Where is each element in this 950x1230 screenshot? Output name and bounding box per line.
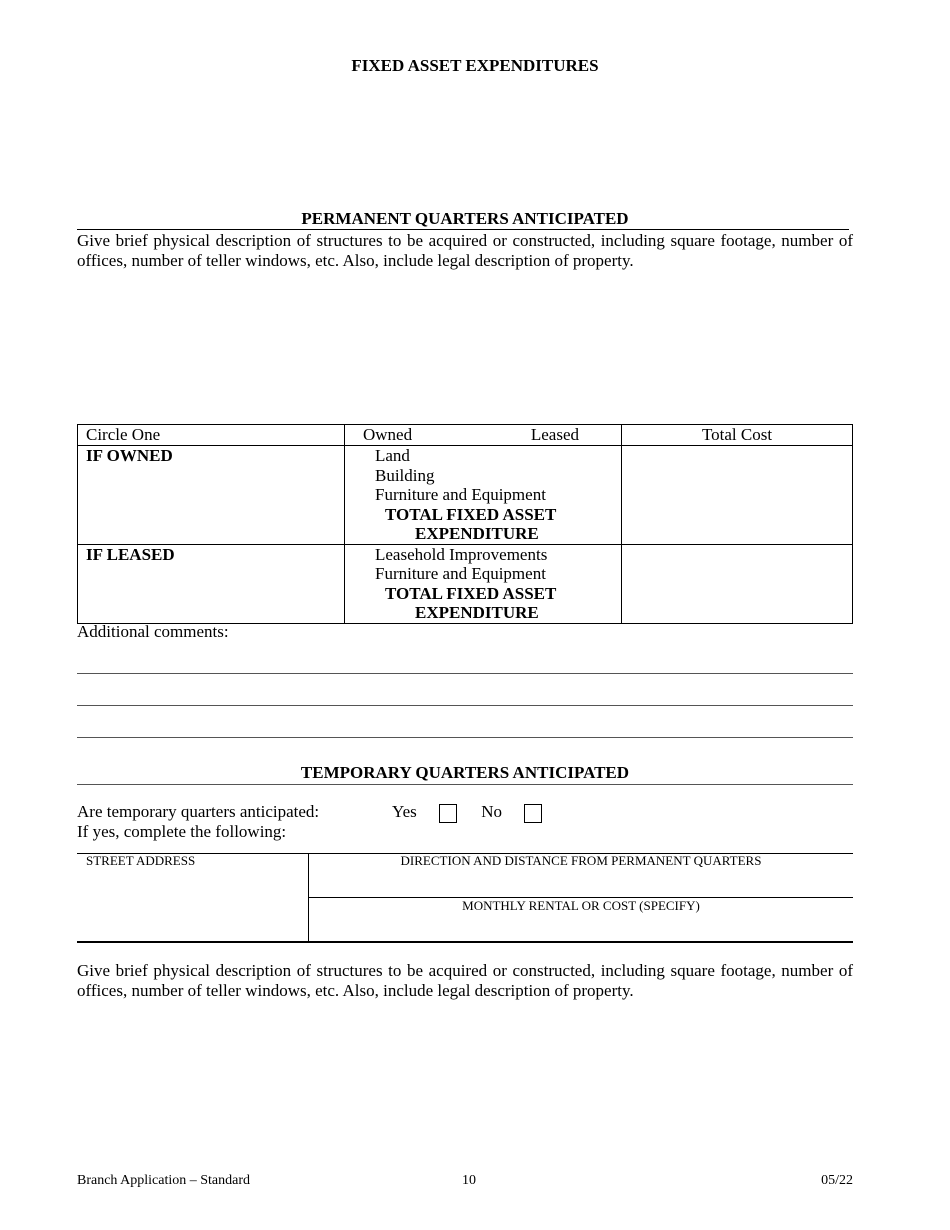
permanent-description-field[interactable] xyxy=(77,272,853,417)
yes-label: Yes xyxy=(392,802,417,821)
temporary-question xyxy=(77,802,319,842)
additional-comments-label: Additional comments: xyxy=(77,622,229,641)
temporary-instructions: Give brief physical description of structures to be acquired or constructed, including square footage, number of offices, number of teller windows, etc. Also, include legal description of property. xyxy=(77,961,853,1000)
item-furniture: Furniture and Equipment xyxy=(375,485,546,504)
divider xyxy=(77,941,853,943)
footer-left: Branch Application – Standard xyxy=(77,1173,251,1188)
item-leasehold: Leasehold Improvements xyxy=(375,544,548,564)
page-number: 10 xyxy=(462,1173,476,1188)
leased-cost-field[interactable] xyxy=(622,544,853,623)
yes-option xyxy=(392,802,542,823)
if-owned-label: IF OWNED xyxy=(78,446,345,545)
if-leased-items xyxy=(345,544,622,623)
divider xyxy=(77,229,849,230)
monthly-rental-label: MONTHLY RENTAL OR COST (SPECIFY) xyxy=(462,898,700,913)
question-text: Are temporary quarters anticipated: xyxy=(77,802,320,821)
direction-label: DIRECTION AND DISTANCE FROM PERMANENT QUARTERS xyxy=(400,853,762,868)
total-label: TOTAL FIXED ASSET xyxy=(385,504,557,524)
temporary-heading: TEMPORARY QUARTERS ANTICIPATED xyxy=(300,763,630,782)
comment-line[interactable] xyxy=(77,705,853,706)
no-checkbox[interactable] xyxy=(524,804,542,823)
comment-line[interactable] xyxy=(77,673,853,674)
total-label: TOTAL FIXED ASSET xyxy=(385,583,557,603)
divider xyxy=(77,784,853,785)
owned-option[interactable]: Owned xyxy=(363,425,413,444)
fixed-asset-table xyxy=(77,424,853,624)
leased-option[interactable]: Leased xyxy=(530,425,579,444)
yes-checkbox[interactable] xyxy=(439,804,457,823)
street-address-field[interactable] xyxy=(77,870,308,940)
item-furniture: Furniture and Equipment xyxy=(375,564,546,583)
no-label: No xyxy=(481,802,503,821)
total-label-2: EXPENDITURE xyxy=(415,524,539,543)
page-title: FIXED ASSET EXPENDITURES xyxy=(351,56,599,75)
permanent-instructions: Give brief physical description of structures to be acquired or constructed, including square footage, number of offices, number of teller windows, etc. Also, include legal description of property. xyxy=(77,231,853,270)
permanent-heading: PERMANENT QUARTERS ANTICIPATED xyxy=(301,209,629,228)
street-address-label: STREET ADDRESS xyxy=(86,853,196,868)
item-land: Land xyxy=(375,446,410,465)
total-label-2: EXPENDITURE xyxy=(415,603,539,622)
ownership-choice xyxy=(345,425,622,446)
owned-cost-field[interactable] xyxy=(622,446,853,545)
if-owned-items xyxy=(345,446,622,545)
followup-text: If yes, complete the following: xyxy=(77,822,287,841)
if-leased-label: IF LEASED xyxy=(78,544,345,623)
circle-one-label: Circle One xyxy=(78,425,345,446)
comment-line[interactable] xyxy=(77,737,853,738)
total-cost-header: Total Cost xyxy=(622,425,853,446)
footer-right: 05/22 xyxy=(821,1173,853,1188)
item-building: Building xyxy=(375,465,435,485)
